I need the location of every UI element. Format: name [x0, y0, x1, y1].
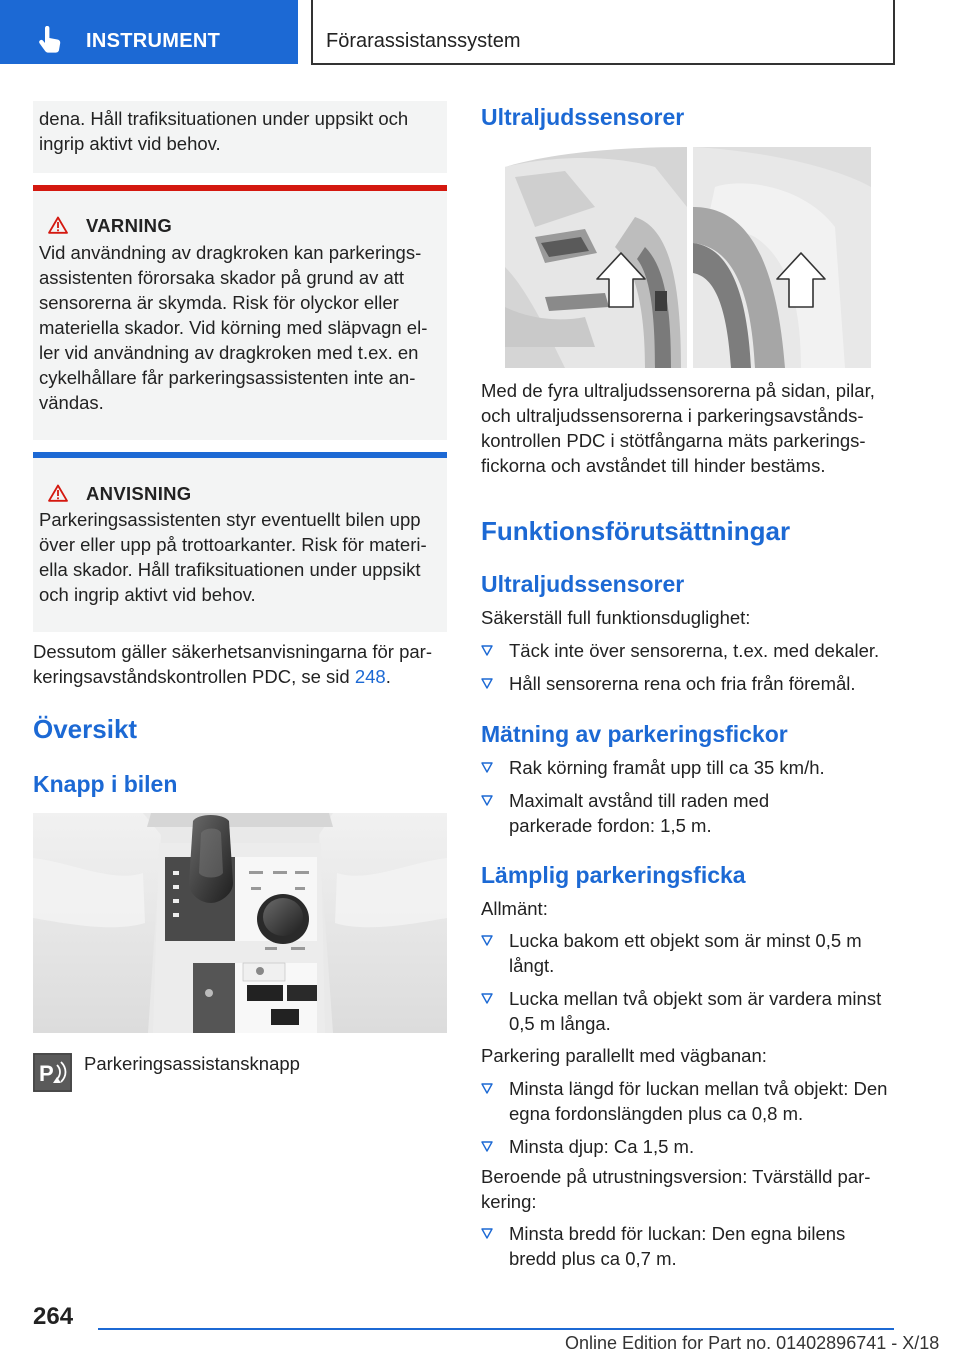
list-item: Täck inte över sensorerna, t.ex. med dekaler.	[481, 638, 895, 663]
parallell-bullets	[481, 1076, 895, 1159]
list-item: Lucka mellan två objekt som är vardera minst 0,5 m långa.	[481, 986, 895, 1036]
notice-title: ANVISNING	[48, 483, 441, 505]
lamplig-intro: Allmänt:	[481, 898, 548, 919]
page-number: 264	[33, 1303, 74, 1330]
svg-text:P: P	[39, 1061, 54, 1086]
list-item: Håll sensorerna rena och fria från föremål.	[481, 671, 895, 696]
button-caption: Parkeringsassistansknapp	[84, 1053, 300, 1074]
warning-title: VARNING	[48, 215, 441, 237]
triangle-bullet-icon	[481, 1083, 493, 1094]
safety-reference: Dessutom gäller säkerhetsanvisningarna för parkeringsavståndskontrollen PDC, se sid 248.	[33, 641, 432, 687]
list-item: Minsta djup: Ca 1,5 m.	[481, 1134, 895, 1159]
chapter-title: Förarassistanssystem	[326, 30, 521, 52]
parallell-intro: Parkering parallellt med vägbanan:	[481, 1045, 767, 1066]
ultraljud-text: Med de fyra ultraljudssensorerna på sidan, pilar, och ultraljudssensorerna i parkeringsavståndskontrollen PDC i stötfångarna mäts parkeringsfickorna och avståndet till hinder bestäms.	[481, 380, 875, 476]
lamplig-bullets	[481, 928, 895, 1036]
warning-text: Vid användning av dragkroken kan parkeringsassistenten förorsaka skador på grund av att sensorerna är skymda. Risk för olyckor eller materiella skador. Vid körning med släpvagn eller vid användning av dragkroken med t.ex. en cykelhållare får parkeringsassistenten inte användas.	[39, 242, 428, 413]
intro-box	[33, 101, 447, 173]
parking-assist-icon	[33, 1053, 72, 1092]
ultraljud-bullets	[481, 638, 895, 696]
section-tab[interactable]	[0, 0, 298, 64]
triangle-bullet-icon	[481, 795, 493, 806]
header-divider	[311, 0, 313, 64]
list-item: Rak körning framåt upp till ca 35 km/h.	[481, 755, 895, 780]
center-console-image	[33, 813, 447, 1033]
parking-assist-button[interactable]	[33, 1053, 72, 1092]
notice-text: Parkeringsassistenten styr eventuellt bilen upp över eller upp på trottoarkanter. Risk för materiella skador. Håll trafiksituationen under uppsikt och ingrip aktivt vid behov.	[39, 509, 427, 605]
page-link[interactable]: 248	[354, 666, 386, 687]
list-item: Minsta bredd för luckan: Den egna bilens bredd plus ca 0,7 m.	[481, 1221, 895, 1271]
heading-funktionsforutsattningar: Funktionsförutsättningar	[481, 516, 791, 546]
ultraljud-intro: Säkerställ full funktionsduglighet:	[481, 607, 751, 628]
section-label: INSTRUMENT	[86, 30, 221, 52]
footer-rule	[98, 1328, 894, 1330]
triangle-bullet-icon	[481, 993, 493, 1004]
list-item: Maximalt avstånd till raden med parkerade fordon: 1,5 m.	[481, 788, 895, 838]
heading-ultraljud: Ultraljudssensorer	[481, 104, 685, 130]
warning-box	[33, 185, 447, 440]
heading-oversikt: Översikt	[33, 714, 138, 744]
tvar-intro: Beroende på utrustningsversion: Tvärställd parkering:	[481, 1166, 871, 1212]
tvar-bullets	[481, 1221, 895, 1271]
heading-lamplig: Lämplig parkeringsficka	[481, 862, 746, 888]
car-sensor-image	[505, 147, 871, 368]
triangle-bullet-icon	[481, 678, 493, 689]
heading-ultraljud-2: Ultraljudssensorer	[481, 571, 685, 597]
triangle-bullet-icon	[481, 645, 493, 656]
triangle-bullet-icon	[481, 1228, 493, 1239]
matning-bullets	[481, 755, 895, 838]
header-underline	[311, 63, 895, 65]
heading-knapp: Knapp i bilen	[33, 771, 178, 797]
list-item: Lucka bakom ett objekt som är minst 0,5 m långt.	[481, 928, 895, 978]
heading-matning: Mätning av parkeringsfickor	[481, 721, 788, 747]
triangle-bullet-icon	[481, 935, 493, 946]
intro-text: dena. Håll trafiksituationen under uppsikt och ingrip aktivt vid behov.	[39, 108, 409, 154]
header-divider-right	[893, 0, 895, 64]
list-item: Minsta längd för luckan mellan två objekt: Den egna fordonslängden plus ca 0,8 m.	[481, 1076, 895, 1126]
warning-triangle-icon	[48, 216, 68, 234]
pointing-hand-icon	[36, 26, 64, 54]
notice-triangle-icon	[48, 484, 68, 502]
triangle-bullet-icon	[481, 762, 493, 773]
edition-note: Online Edition for Part no. 01402896741 - X/18	[565, 1333, 940, 1353]
notice-box	[33, 452, 447, 632]
triangle-bullet-icon	[481, 1141, 493, 1152]
